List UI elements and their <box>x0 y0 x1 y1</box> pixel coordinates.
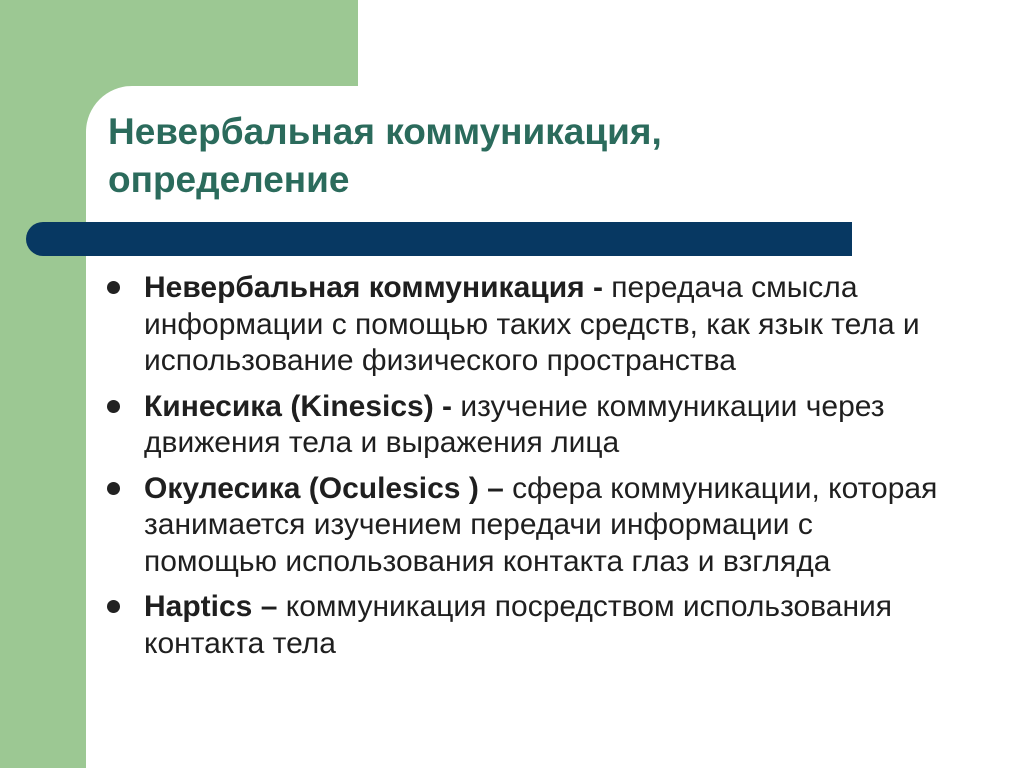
bullet-dot-icon <box>107 600 120 613</box>
bullet-dot-icon <box>107 281 120 294</box>
bullet-text: изучение коммуникации через движения тела и выражения лица <box>144 389 885 459</box>
bullet-item-haptics <box>104 589 954 662</box>
bullet-list <box>104 270 954 671</box>
bullet-item-nonverbal-communication <box>104 270 954 380</box>
bullet-dot-icon <box>107 482 120 495</box>
bullet-term: Haptics – <box>144 590 278 623</box>
bullet-item-oculesics <box>104 471 954 581</box>
bullet-text: сфера коммуникации, которая занимается изучением передачи информации с помощью использования контакта глаз и взгляда <box>144 471 938 578</box>
bullet-item-kinesics <box>104 389 954 462</box>
bullet-text: коммуникация посредством использования контакта тела <box>144 590 893 660</box>
bullet-term: Невербальная коммуникация - <box>144 271 603 304</box>
title-accent-bar <box>26 222 852 256</box>
bullet-term: Кинесика (Kinesics) - <box>144 389 453 423</box>
title-line-1: Невербальная коммуникация, <box>108 111 662 152</box>
bullet-dot-icon <box>107 400 120 413</box>
bullet-text: передача смысла информации с помощью таких средств, как язык тела и использование физического пространства <box>144 271 920 377</box>
title-line-2: определение <box>108 159 350 200</box>
bullet-term: Окулесика (Oculesics ) – <box>144 471 504 505</box>
slide-title <box>108 108 908 204</box>
